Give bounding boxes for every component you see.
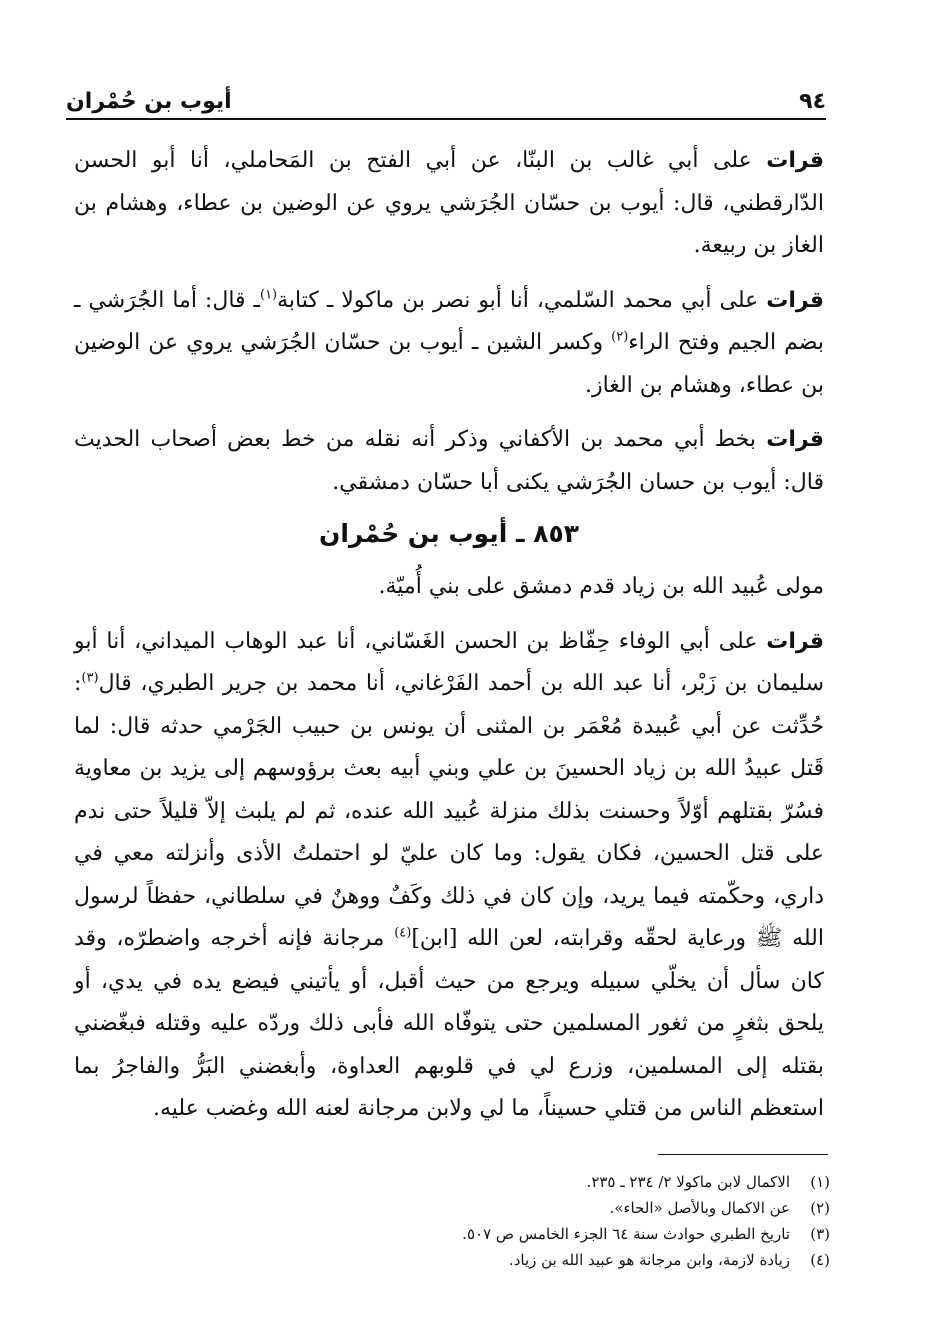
footnote-marker-3[interactable]: (٣) [81, 670, 99, 686]
entry-title: ٨٥٣ ـ أيوب بن حُمْران [318, 519, 579, 548]
footnote-divider [658, 1154, 828, 1155]
paragraph-text: على أبي الوفاء حِفّاظ بن الحسن الغَسّاني، أنا عبد الوهاب الميداني، أنا أبو سليمان بن زَبْر، أنا عبد الله بن أحمد الفَرْغاني، أنا محمد بن جرير الطبري، قال [74, 628, 824, 696]
footnote-item [200, 1248, 830, 1272]
page-header [66, 78, 826, 120]
paragraph-text: بخط أبي محمد بن الأكفاني وذكر أنه نقله من خط بعض أصحاب الحديث قال: أيوب بن حسان الجُرَشي يكنى أبا حسّان دمشقي. [74, 427, 824, 495]
paragraph-text: ـ قال: أما الجُرَشي ـ بضم الجيم وفتح الراء [74, 287, 824, 355]
footnote-text: تاريخ الطبري حوادث سنة ٦٤ الجزء الخامس ص ٥٠٧. [462, 1225, 790, 1243]
paragraph-text: على أبي محمد السّلمي، أنا أبو نصر بن ماكولا ـ كتابة [277, 287, 767, 313]
footnote-marker-2[interactable]: (٢) [611, 329, 629, 345]
paragraph-text: وكسر الشين ـ أيوب بن حسّان الجُرَشي يروي عن الوضين بن عطاء، وهشام بن الغاز. [74, 330, 824, 398]
page-number: ٩٤ [799, 89, 826, 114]
paragraph-lead: قرات [766, 287, 824, 313]
footnote-number: (٣) [810, 1225, 830, 1243]
paragraph-1 [74, 140, 824, 268]
entry-paragraph [74, 621, 824, 1131]
paragraph-3 [74, 419, 824, 504]
footnote-number: (٢) [810, 1199, 830, 1217]
footnote-item [200, 1222, 830, 1246]
footnote-marker-1[interactable]: (١) [259, 287, 278, 303]
footnote-text: الاكمال لابن ماكولا ٢/ ٢٣٤ ـ ٢٣٥. [586, 1173, 790, 1191]
entry-intro: مولى عُبيد الله بن زياد قدم دمشق على بني أُميّة. [378, 574, 824, 599]
footnote-text: عن الاكمال وبالأصل «الحاء». [609, 1199, 790, 1217]
footnote-number: (٤) [810, 1251, 830, 1269]
footnote-item [200, 1196, 830, 1220]
paragraph-2 [74, 280, 824, 408]
paragraph-lead: قرات [766, 148, 824, 173]
page-body [74, 140, 824, 1143]
footnote-item [200, 1170, 830, 1194]
running-title: أيوب بن حُمْران [66, 89, 232, 114]
footnote-number: (١) [810, 1173, 830, 1191]
footnote-text: زيادة لازمة، وابن مرجانة هو عبيد الله بن زياد. [508, 1251, 790, 1269]
paragraph-lead: قرات [766, 628, 824, 654]
footnotes [200, 1170, 830, 1274]
paragraph-text: على أبي غالب بن البنّا، عن أبي الفتح بن المَحاملي، أنا أبو الحسن الدّارقطني، قال: أيوب بن حسّان الجُرَشي يروي عن الوضين بن عطاء، وهشام بن الغاز بن ربيعة. [74, 148, 824, 258]
paragraph-lead: قرات [766, 427, 824, 452]
footnote-marker-4[interactable]: (٤) [394, 925, 412, 941]
paragraph-text: مرجانة فإنه أخرجه واضطرّه، وقد كان سأل أن يخلّي سبيله ويرجع من حيث أقبل، أو يأتيني فيضع يده في يدي، أو يلحق بثغرٍ من ثغور المسلمين حتى يتوفّاه الله فأبى ذلك وردّه عليه وقتله فبغّضني بقتله إلى المسلمين، وزرع لي في قلوبهم العداوة، وأبغضني البَرُّ والفاجرُ بما استعظم الناس من قتلي حسيناً، ما لي ولابن مرجانة لعنه الله وغضب عليه. [74, 926, 824, 1121]
paragraph-text: : حُدِّثت عن أبي عُبيدة مُعْمَر بن المثنى أن يونس بن حبيب الجَرْمي حدثه قال: لما قَتل عبيدُ الله بن زياد الحسينَ بن علي وبني أبيه بعث برؤوسهم إلى يزيد بن معاوية فسُرّ بقتلهم أوّلاً وحسنت بذلك منزلة عُبيد الله عنده، ثم لم يلبث إلاّ قليلاً حتى ندم على قتل الحسين، فكان يقول: وما كان عليّ لو احتملتُ الأذى وأنزلته معي في داري، وحكّمته فيما يريد، وإن كان في ذلك وكَفٌ ووهنٌ في سلطاني، حفظاً لرسول الله ﷺ ورعاية لحقّه وقرابته، لعن الله [ابن] [74, 671, 824, 951]
